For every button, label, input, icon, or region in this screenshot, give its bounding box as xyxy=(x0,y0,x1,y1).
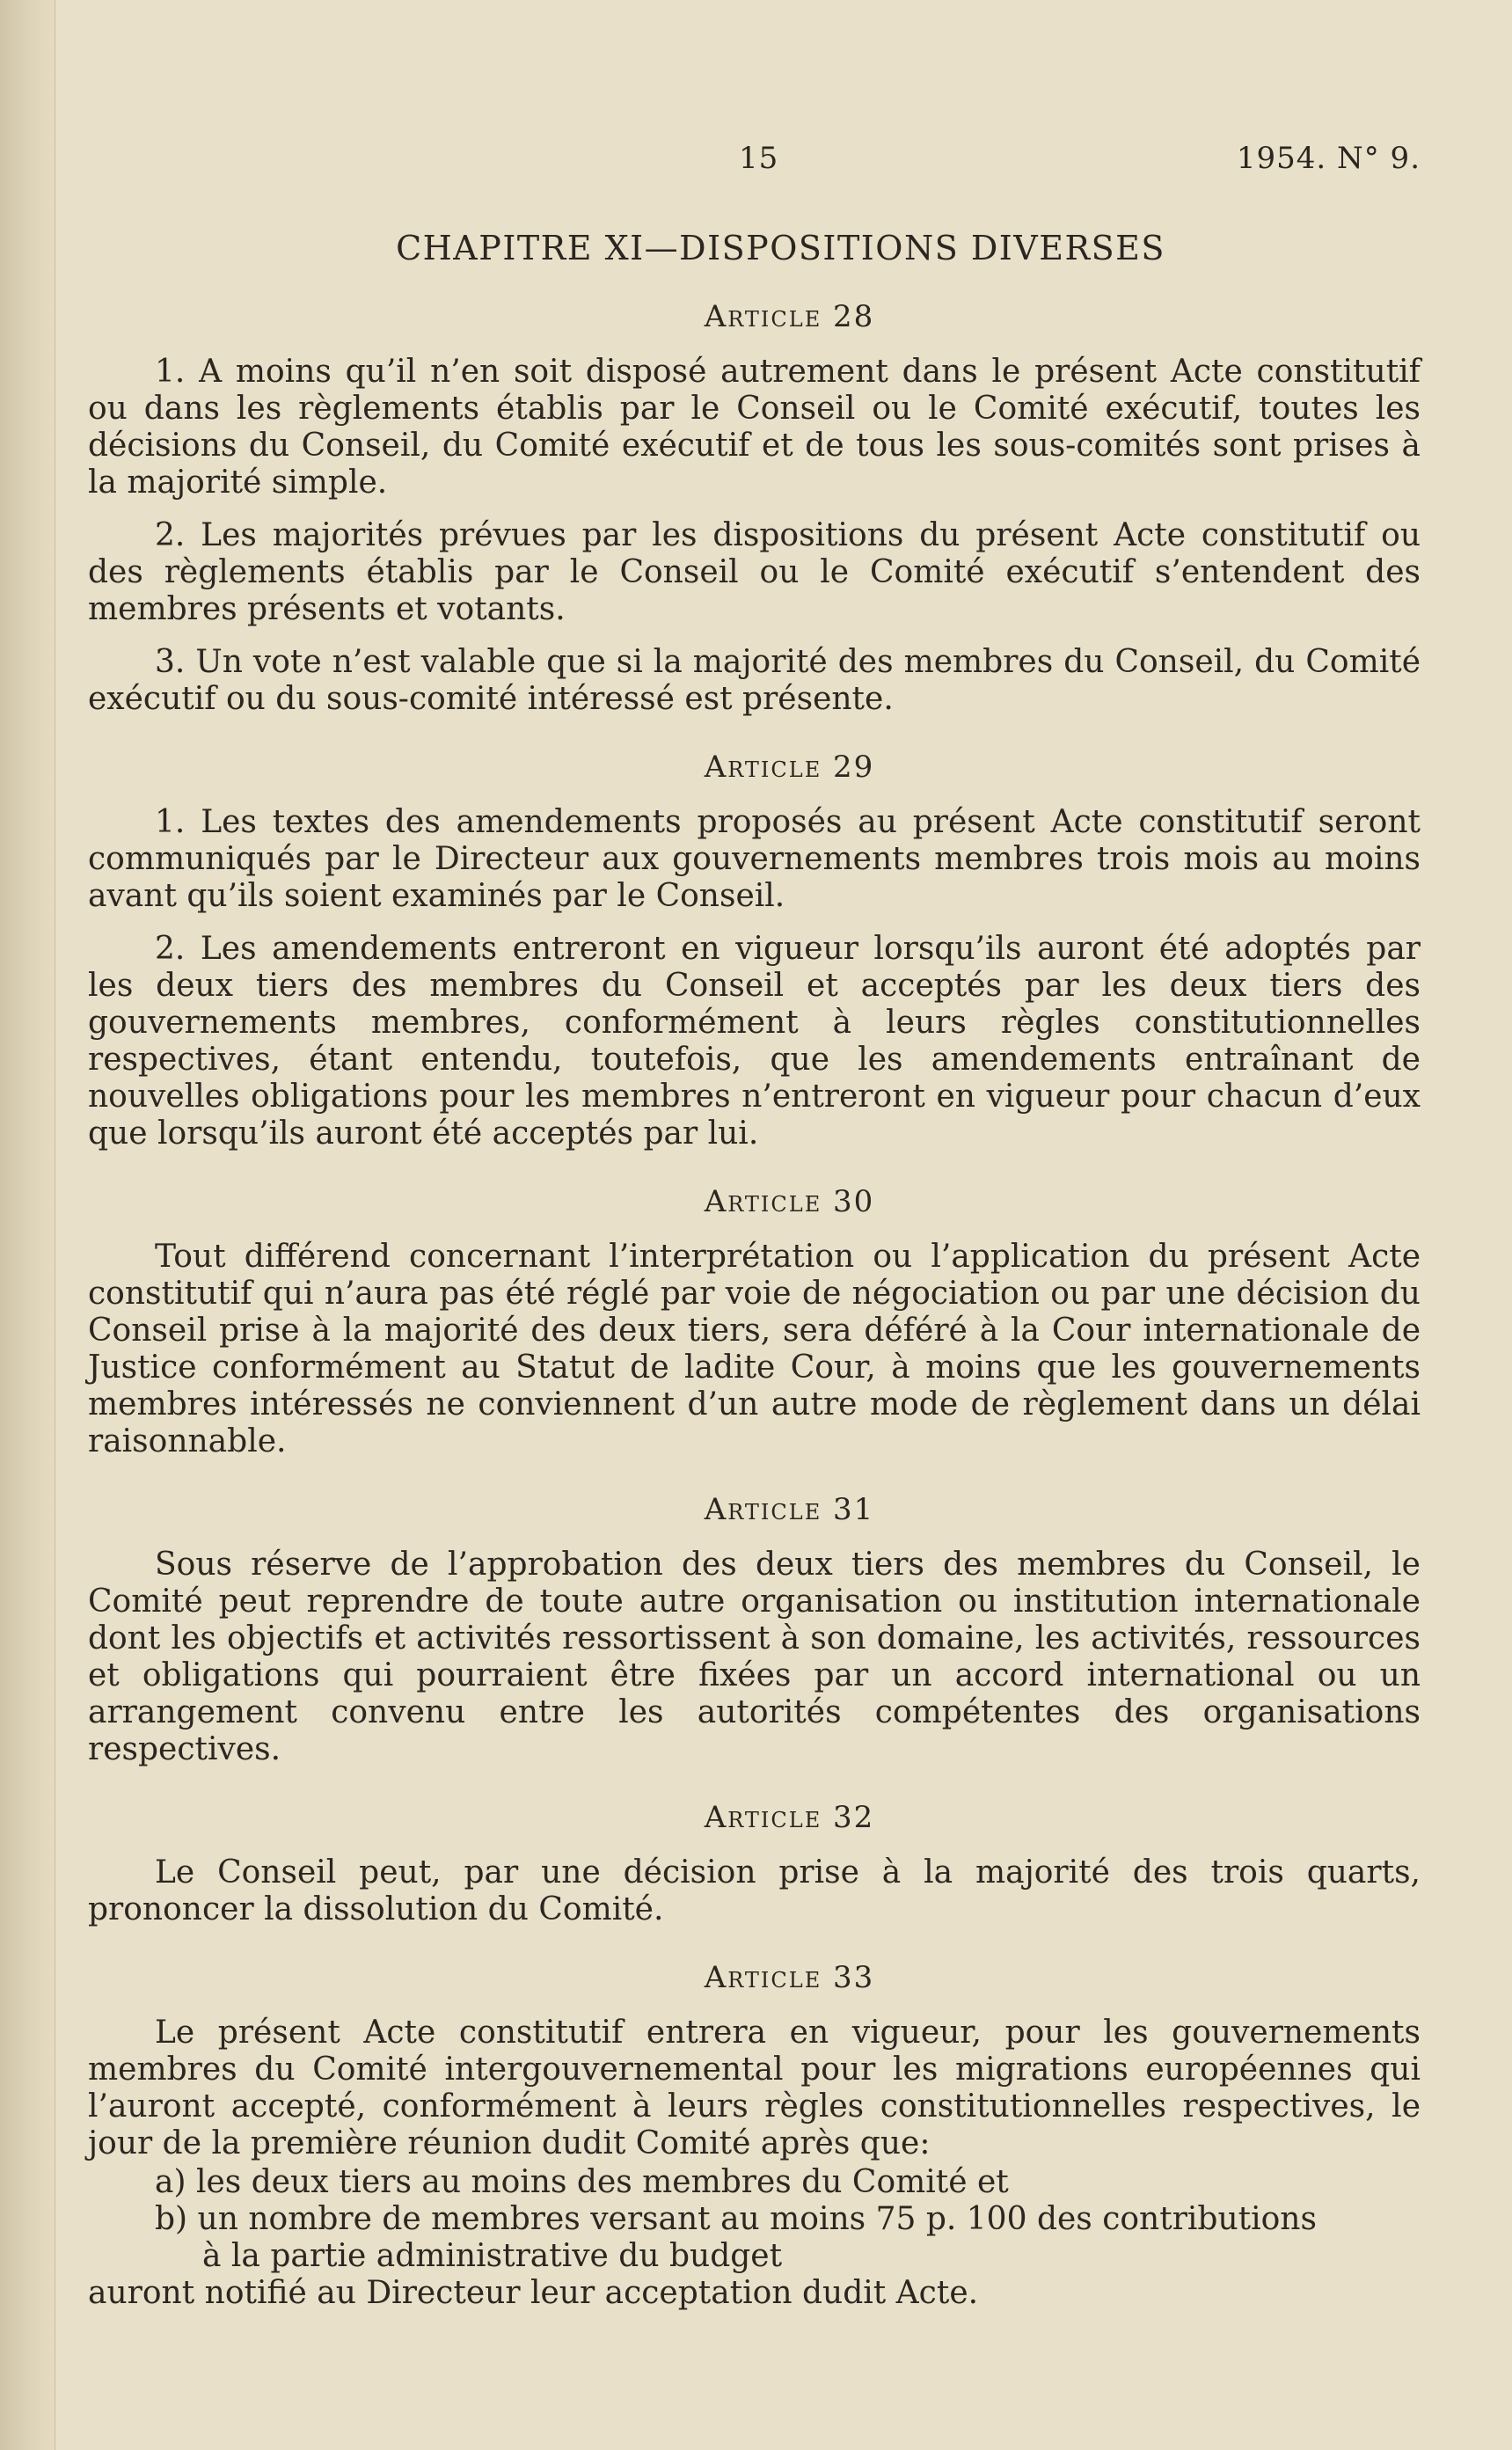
article-title: Article 32 xyxy=(704,1800,875,1835)
article-title: Article 29 xyxy=(704,750,875,785)
article-paragraph: 2. Les majorités prévues par les dispositions du présent Acte constitutif ou des règlements établis par le Conseil ou le Comité exécutif s’entendent des membres présents et votants. xyxy=(88,517,1421,627)
article-30 xyxy=(88,1184,1421,1460)
document-page xyxy=(88,123,1421,2410)
article-paragraph: 2. Les amendements entreront en vigueur lorsqu’ils auront été adoptés par les deux tiers des membres du Conseil et acceptés par les deux tiers des gouvernements membres, conformément à leurs règles constitutionnelles respectives, étant entendu, toutefois, que les amendements entraînant de nouvelles obligations pour les membres n’entreront en vigueur pour chacun d’eux que lorsqu’ils auront été acceptés par lui. xyxy=(88,931,1421,1152)
article-33 xyxy=(88,1960,1421,2312)
article-paragraph: 1. Les textes des amendements proposés au présent Acte constitutif seront communiqués par le Directeur aux gouvernements membres trois mois au moins avant qu’ils soient examinés par le Conseil. xyxy=(88,804,1421,914)
chapter-title: CHAPITRE XI—DISPOSITIONS DIVERSES xyxy=(396,229,1165,267)
list-item-b-continuation: à la partie administrative du budget xyxy=(202,2238,783,2274)
article-title: Article 31 xyxy=(704,1492,875,1527)
article-paragraph: Tout différend concernant l’interprétation ou l’application du présent Acte constitutif qui n’aura pas été réglé par voie de négociation ou par une décision du Conseil prise à la majorité des deux tiers, sera déféré à la Cour internationale de Justice conformément au Statut de ladite Cour, à moins que les gouvernements membres intéressés ne conviennent d’un autre mode de règlement dans un délai raisonnable. xyxy=(88,1239,1421,1459)
page-header xyxy=(88,123,1421,194)
book-gutter xyxy=(0,0,55,2450)
list-item-b: b) un nombre de membres versant au moins 75 p. 100 des contributions xyxy=(155,2201,1317,2237)
article-paragraph: Sous réserve de l’approbation des deux tiers des membres du Conseil, le Comité peut reprendre de toute autre organisation ou institution internationale dont les objectifs et activités ressortissent à son domaine, les activités, ressources et obligations qui pourraient être fixées par un accord international ou un arrangement convenu entre les autorités compétentes des organisations respectives. xyxy=(88,1547,1421,1767)
article-title: Article 28 xyxy=(704,299,875,334)
article-paragraph: 1. A moins qu’il n’en soit disposé autrement dans le présent Acte constitutif ou dans les règlements établis par le Conseil ou le Comité exécutif, toutes les décisions du Conseil, du Comité exécutif et de tous les sous-comités sont prises à la majorité simple. xyxy=(88,354,1421,501)
closing-line: auront notifié au Directeur leur acceptation dudit Acte. xyxy=(88,2275,979,2311)
article-paragraph: Le présent Acte constitutif entrera en vigueur, pour les gouvernements membres du Comité intergouvernemental pour les migrations européennes qui l’auront accepté, conformément à leurs règles constitutionnelles respectives, le jour de la première réunion dudit Comité après que: xyxy=(88,2015,1421,2161)
list-item-a: a) les deux tiers au moins des membres du Comité et xyxy=(155,2164,1009,2200)
article-paragraph: Le Conseil peut, par une décision prise à la majorité des trois quarts, prononcer la dissolution du Comité. xyxy=(88,1854,1421,1927)
article-29 xyxy=(88,750,1421,1152)
article-title: Article 30 xyxy=(704,1184,875,1219)
article-title: Article 33 xyxy=(704,1960,875,1995)
page-number: 15 xyxy=(739,141,779,176)
article-31 xyxy=(88,1492,1421,1768)
article-paragraph: 3. Un vote n’est valable que si la majorité des membres du Conseil, du Comité exécutif ou du sous-comité intéressé est présente. xyxy=(88,644,1421,717)
article-32 xyxy=(88,1800,1421,1928)
document-reference: 1954. N° 9. xyxy=(1236,141,1421,176)
article-28 xyxy=(88,299,1421,718)
